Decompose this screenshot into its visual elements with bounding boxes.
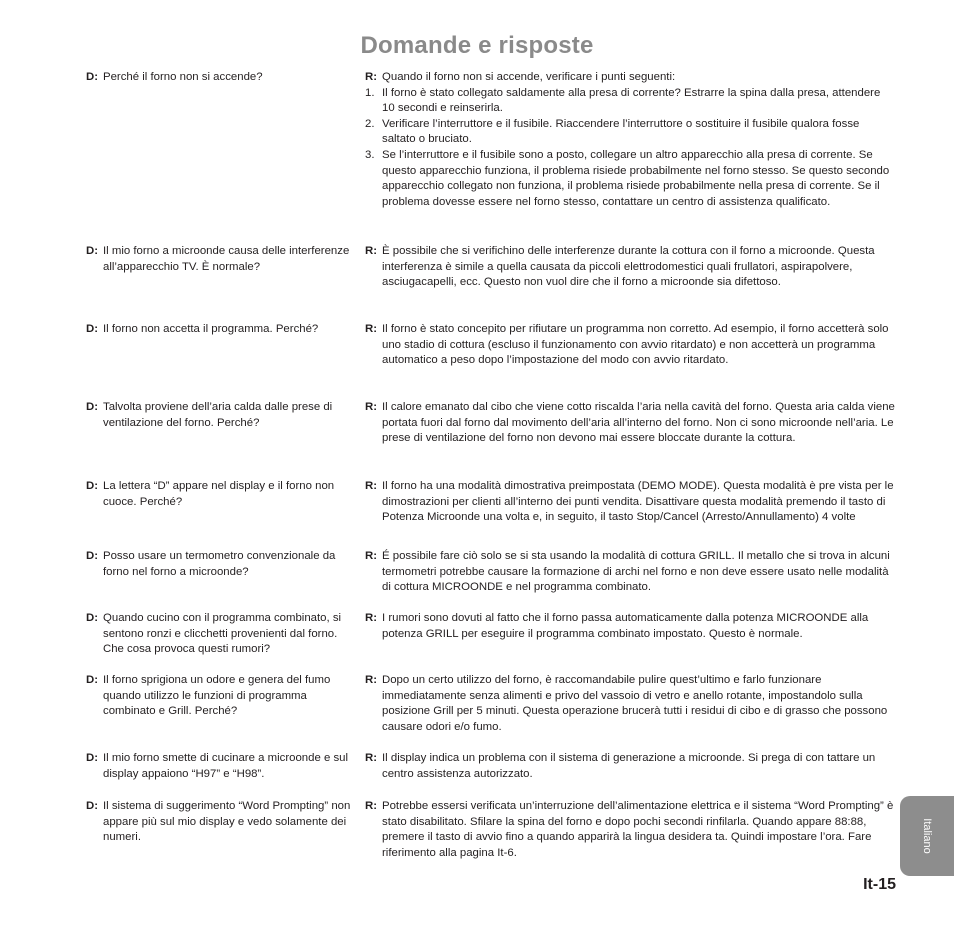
question-label: D: — [86, 800, 99, 812]
answer-intro: Quando il forno non si accende, verificare i punti seguenti: — [382, 71, 676, 83]
question-text: Talvolta proviene dell’aria calda dalle prese di ventilazione del forno. Perché? — [103, 401, 333, 429]
question — [86, 751, 358, 782]
question — [86, 400, 358, 431]
answer-label: R: — [365, 612, 378, 624]
question-label: D: — [86, 323, 99, 335]
list-text: Il forno è stato collegato saldamente alla presa di corrente? Estrarre la spina dalla presa, attendere 10 secondi e reinserirla. — [382, 86, 881, 115]
page-number: It-15 — [863, 876, 896, 893]
answer-label: R: — [365, 480, 378, 492]
question-label: D: — [86, 401, 99, 413]
question-label: D: — [86, 674, 99, 686]
answer — [365, 673, 895, 735]
answer — [365, 322, 895, 369]
answer-text: Il display indica un problema con il sistema di generazione a microonde. Si prega di con tattare un centro assistenza autorizzato. — [382, 752, 876, 780]
language-tab-label: Italiano — [921, 818, 933, 854]
question-text: Il sistema di suggerimento “Word Prompting” non appare più sul mio display e vedo solamente dei numeri. — [103, 800, 351, 844]
answer — [365, 244, 895, 291]
answer-text: I rumori sono dovuti al fatto che il forno passa automaticamente dalla potenza MICROONDE alla potenza GRILL per eseguire il programma combinato impostato. Questo è normale. — [382, 612, 869, 640]
list-text: Se l’interruttore e il fusibile sono a posto, collegare un altro apparecchio alla presa di corrente. Se questo apparecchio funziona, il problema risiede probabilmente nel forno stesso. Se questo secondo apparecchio collegato non funziona, il problema risiede probabilmente nella presa di corrente. Se il problema dovesse essere nel forno stesso, contattare un centro di assistenza qualificato. — [382, 148, 890, 208]
answer-text: Il forno ha una modalità dimostrativa preimpostata (DEMO MODE). Questa modalità è pre vista per le dimostrazioni per clienti all’interno dei punti vendita. Disattivare questa modalità premendo il tasto di Potenza Microonde una volta e, in seguito, il tasto Stop/Cancel (Arresto/Annullamento) 4 volte — [382, 480, 894, 524]
answer-label: R: — [365, 323, 378, 335]
answer — [365, 400, 895, 447]
question-label: D: — [86, 550, 99, 562]
question-text: Posso usare un termometro convenzionale da forno nel forno a microonde? — [103, 550, 336, 578]
question-label: D: — [86, 480, 99, 492]
list-number: 1. — [365, 86, 375, 99]
question-text: Quando cucino con il programma combinato, si sentono ronzi e clicchetti provenienti dal forno. Che cosa provoca questi rumori? — [103, 612, 342, 656]
question-label: D: — [86, 71, 99, 83]
question-text: Il mio forno smette di cucinare a microonde e sul display appaiono “H97” e “H98”. — [103, 752, 349, 780]
answer — [365, 751, 895, 782]
question — [86, 799, 358, 846]
answer-list-item — [365, 148, 895, 210]
answer-text: Il forno è stato concepito per rifiutare un programma non corretto. Ad esempio, il forno accetterà solo uno stadio di cottura (escluso il funzionamento con avvio ritardato) e non accetterà un programma automatico a peso dopo l’impostazione del modo con avvio ritardato. — [382, 323, 889, 367]
answer-text: Il calore emanato dal cibo che viene cotto riscalda l’aria nella cavità del forno. Questa aria calda viene portata fuori dal forno dal movimento dell’aria all’interno del forno. Non ci sono microonde nell’aria. Le prese di ventilazione del forno non devono mai essere bloccate durante la cottura. — [382, 401, 895, 445]
answer — [365, 611, 895, 642]
question-label: D: — [86, 245, 99, 257]
list-number: 3. — [365, 148, 375, 161]
question-text: Perché il forno non si accende? — [103, 71, 263, 83]
question — [86, 673, 358, 720]
answer-label: R: — [365, 401, 378, 413]
answer-label: R: — [365, 71, 378, 83]
question-text: Il mio forno a microonde causa delle interferenze all’apparecchio TV. È normale? — [103, 245, 350, 273]
answer-text: É possibile fare ciò solo se si sta usando la modalità di cottura GRILL. Il metallo che si trova in alcuni termometri potrebbe causare la formazione di archi nel forno e non deve essere usato nelle modalità di cottura MICROONDE e nel programma combinato. — [382, 550, 890, 594]
question — [86, 549, 358, 580]
question-text: La lettera “D” appare nel display e il forno non cuoce. Perché? — [103, 480, 335, 508]
answer-label: R: — [365, 550, 378, 562]
answer — [365, 70, 895, 210]
question — [86, 611, 358, 658]
page-title: Domande e risposte — [360, 32, 594, 59]
answer-label: R: — [365, 245, 378, 257]
list-number: 2. — [365, 117, 375, 130]
question — [86, 70, 358, 86]
answer-text: Potrebbe essersi verificata un’interruzione dell’alimentazione elettrica e il sistema “Word Prompting” è stato disabilitato. Sfilare la spina del forno e dopo pochi secondi rinfilarla. Quando appare 88:88, premere il tasto di avvio fino a quando apparirà la lingua desidera ta. Quindi impostare l’ora. Fare riferimento alla pagina It-6. — [382, 800, 894, 859]
language-tab — [900, 796, 954, 876]
answer — [365, 549, 895, 596]
question — [86, 322, 358, 338]
answer-list-item — [365, 117, 895, 148]
question — [86, 479, 358, 510]
list-text: Verificare l’interruttore e il fusibile. Riaccendere l’interruttore o sostituire il fusibile qualora fosse saltato o bruciato. — [382, 117, 860, 146]
answer-label: R: — [365, 674, 378, 686]
answer-label: R: — [365, 800, 378, 812]
answer-text: È possibile che si verifichino delle interferenze durante la cottura con il forno a microonde. Questa interferenza è simile a quella causata da piccoli elettrodomestici quali frullatori, aspirapolvere, asciugacapelli, ecc. Questo non vuol dire che il forno a microonde sia difettoso. — [382, 245, 875, 289]
question — [86, 244, 358, 275]
question-label: D: — [86, 612, 99, 624]
answer — [365, 479, 895, 526]
answer-text: Dopo un certo utilizzo del forno, è raccomandabile pulire quest’ultimo e farlo funzionare immediatamente senza alimenti e privo del vassoio di vetro e anello rotante, impostandolo sulla posizione Grill per 5 minuti. Questa operazione brucerà tutti i residui di cibo e di grasso che possono causare odori e/o fumo. — [382, 674, 888, 733]
question-text: Il forno non accetta il programma. Perché? — [103, 323, 319, 335]
answer-list-item — [365, 86, 895, 117]
question-text: Il forno sprigiona un odore e genera del fumo quando utilizzo le funzioni di programma combinato e Grill. Perché? — [103, 674, 331, 718]
question-label: D: — [86, 752, 99, 764]
answer — [365, 799, 895, 861]
answer-label: R: — [365, 752, 378, 764]
